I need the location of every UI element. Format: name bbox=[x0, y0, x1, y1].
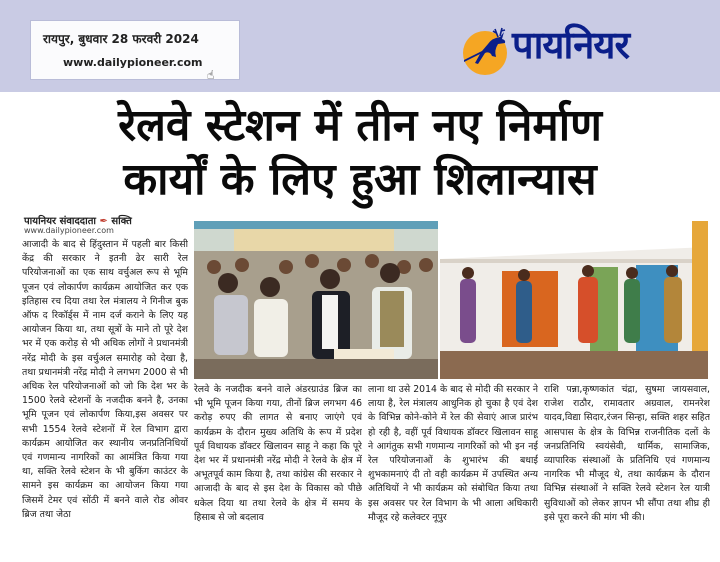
byline-website: www.dailypioneer.com bbox=[24, 226, 114, 235]
byline bbox=[24, 213, 132, 227]
newspaper-brand: पायनियर bbox=[512, 22, 629, 67]
byline-place: सक्ति bbox=[111, 216, 132, 227]
date-box bbox=[30, 20, 240, 80]
headline-line-1: रेलवे स्टेशन में तीन नए निर्माण bbox=[118, 100, 602, 151]
article-column-4: राशि पन्ना,कृष्णकांत चंद्रा, सुषमा जायसवाल, राजेश राठौर, रामावतार अग्रवाल, रामनरेश यादव,विद्या सिदार,रंजन सिन्हा, सक्ति शहर सहित आसपास के क्षेत्र के विभिन्न राजनीतिक दलों के जनप्रतिनिधि स्वयंसेवी, धार्मिक, सामाजिक, व्यापारिक संस्थाओं के प्रतिनिधि एवं गणमान्य नागरिक भी मौजूद थे, तथा कार्यक्रम के दौरान विभिन्न संस्थाओं ने सक्ति रेलवे स्टेशन रेल यात्री सुविधाओं को लेकर ज्ञापन भी सौंपा तथा शीघ्र ही इसे पूरा करने की मांग भी की। bbox=[544, 384, 710, 523]
pen-icon: ✒ bbox=[99, 216, 108, 227]
website-url[interactable]: www.dailypioneer.com bbox=[63, 56, 203, 69]
photo-folk-dance bbox=[440, 221, 708, 379]
photo-dignitaries bbox=[194, 221, 438, 379]
headline-line-2: कार्यों के लिए हुआ शिलान्यास bbox=[123, 154, 597, 205]
deer-leaping-icon bbox=[458, 24, 512, 78]
mouse-pointer-icon: ☝ bbox=[207, 68, 215, 82]
article-column-1: आजादी के बाद से हिंदुस्तान में पहली बार किसी केंद्र की सरकार ने इतनी ढेर सारी रेल परियोजनाओं का एक साथ वर्चुअल रूप से भूमि पूजन एवं लोकार्पण कार्यक्रम आयोजित कर एक इतिहास रच दिया तथा रेल मंत्रालय ने गिनीज बुक ऑफ द रिकॉर्ड्स में नाम दर्ज कराने के लिए यह आयोजन किया था, तथा सूत्रों के माने तो पूरे देश भर में एक करोड़ से भी अधिक लोगों ने प्रधानमंत्री नरेंद्र मोदी के इस वर्चुअल समारोह को देखा है, तथा प्रधानमंत्री नरेंद्र मोदी ने लगभग 2000 से भी अधिक रेल परियोजनाओं को जो कि देश भर के 1500 रेलवे स्टेशनों के नजदीक बनने है, उनका भूमि पूजन एवं लोकार्पण किया,इस अवसर पर सभी 1554 रेलवे स्टेशनों में रेल विभाग द्वारा कार्यक्रम आयोजित कर स्थानीय जनप्रतिनिधियों एवं गणमान्य नागरिकों का आमंत्रित किया गया था, सक्ति रेलवे स्टेशन के भी बुकिंग काउंटर के सामने इस कार्यक्रम का आयोजन किया गया जिसमें टेमर एवं सोंठी में बनने वाले रोड ओवर ब्रिज तथा जेठा bbox=[22, 239, 188, 520]
byline-reporter: पायनियर संवाददाता bbox=[24, 216, 96, 227]
article-column-3: लाना था उसे 2014 के बाद से मोदी की सरकार ने लाया है, रेल मंत्रालय आधुनिक हो चुका है एवं देश के विभिन्न कोने-कोने में रेल की सेवाएं आज प्रारंभ हो रही है, वहीं पूर्व विधायक डॉक्टर खिलावन साहू ने आगंतुक सभी गणमान्य नागरिकों को भी इन नई रेल परियोजनाओं के शुभारंभ की बधाई शुभकामनाएं दी तो वही कार्यक्रम में उपस्थित अन्य अतिथियों ने भी कार्यक्रम को संबोधित किया तथा इस अवसर पर रेल विभाग के भी आला अधिकारी मौजूद रहे कलेक्टर नूपुर bbox=[368, 384, 538, 523]
article-column-2: रेलवे के नजदीक बनने वाले अंडरग्राउंड ब्रिज का भी भूमि पूजन किया गया, तीनों ब्रिज लगभग 46 करोड़ रुपए की लागत से बनाए जाएंगे एवं कार्यक्रम के दौरान मुख्य अतिथि के रूप में प्रदेश पूर्व विधायक डॉक्टर खिलावन साहू ने कहा कि पूरे देश भर में प्रधानमंत्री नरेंद्र मोदी ने रेलवे के क्षेत्र में अभूतपूर्व काम किया है, तथा कांग्रेस की सरकार ने आजादी के बाद से इस देश के विकास को पीछे धकेल दिया था तथा रेलवे के क्षेत्र में समय के हिसाब से जो बदलाव bbox=[194, 384, 362, 523]
masthead bbox=[0, 0, 720, 92]
edition-date: रायपुर, बुधवार 28 फरवरी 2024 bbox=[43, 32, 199, 46]
